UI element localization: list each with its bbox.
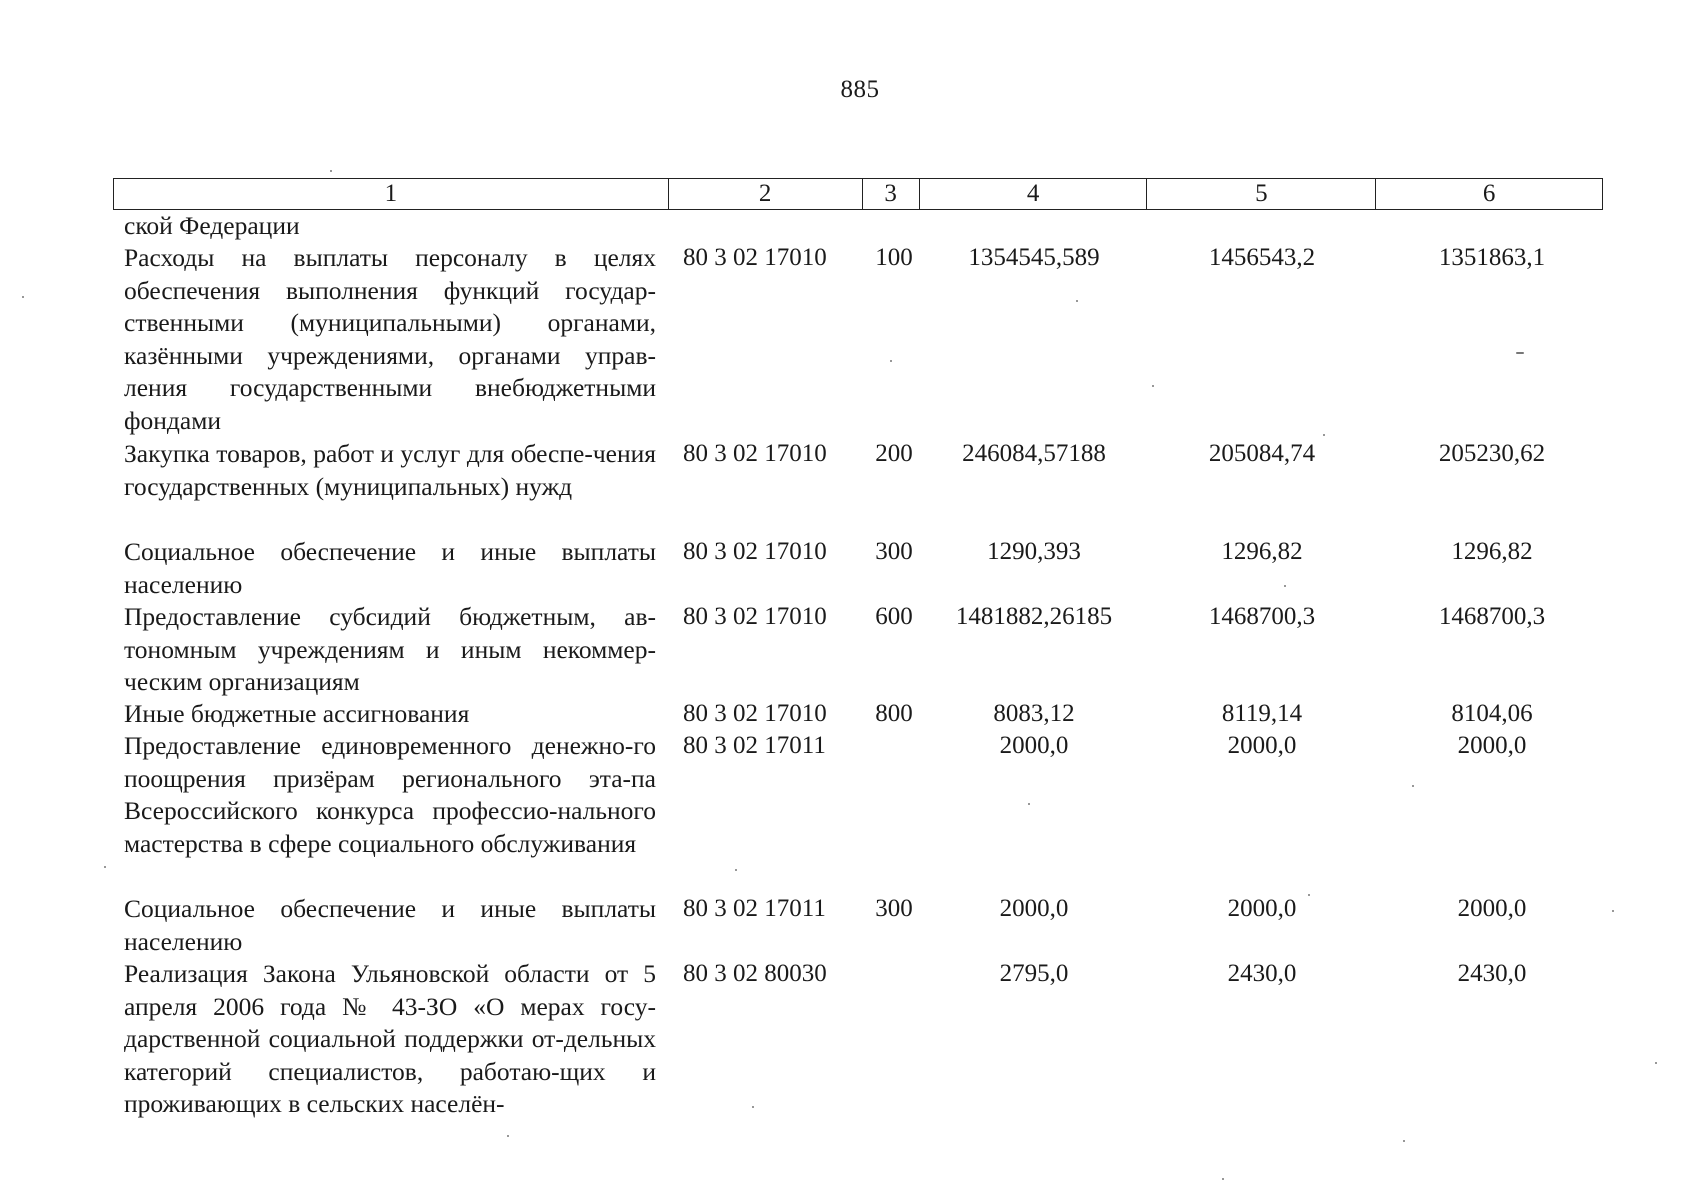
- scan-speck: [1076, 300, 1078, 302]
- column-header-4: 4: [919, 179, 1147, 210]
- column-header-row: [114, 179, 1603, 210]
- row-type: 200: [875, 440, 913, 467]
- row-description: Предоставление единовременного денежно-го поощрения призёрам регионального эта-па Всероссийского конкурса профессио-нального мастерства в сфере социального обслуживания: [124, 731, 656, 858]
- row-value-6: 205230,62: [1438, 440, 1546, 467]
- row-description: Расходы на выплаты персоналу в целях обеспечения выполнения функций государ-ственными (муниципальными) органами, казёнными учреждениями, органами управ-ления государственными внебюджетными фондами: [124, 243, 656, 435]
- row-code: 80 3 02 17010: [683, 700, 827, 727]
- row-value-5: 2000,0: [1227, 895, 1297, 922]
- row-value-6: 2000,0: [1457, 895, 1527, 922]
- row-value-6: 1296,82: [1451, 538, 1533, 565]
- row-type: 600: [875, 603, 913, 630]
- row-value-5: 8119,14: [1221, 700, 1303, 727]
- column-header-table: [113, 178, 1603, 210]
- row-value-5: 205084,74: [1208, 440, 1316, 467]
- scan-speck: [1323, 434, 1325, 436]
- column-header-5: 5: [1147, 179, 1376, 210]
- row-value-5: 1468700,3: [1208, 603, 1316, 630]
- scan-speck: [1284, 585, 1286, 587]
- row-code: 80 3 02 17010: [683, 440, 827, 467]
- scan-speck: [1152, 385, 1154, 387]
- row-value-6: 8104,06: [1451, 700, 1533, 727]
- scan-speck: [1222, 1178, 1224, 1180]
- row-value-4: 2000,0: [999, 732, 1069, 759]
- row-value-4: 8083,12: [993, 700, 1075, 727]
- column-header-1: 1: [114, 179, 669, 210]
- row-value-5: 1296,82: [1221, 538, 1303, 565]
- scan-speck: [890, 360, 892, 362]
- row-value-6: 1351863,1: [1438, 244, 1546, 271]
- column-header-6: 6: [1376, 179, 1603, 210]
- row-description: Социальное обеспечение и иные выплаты населению: [124, 894, 656, 956]
- row-code: 80 3 02 17010: [683, 244, 827, 271]
- row-type: 100: [875, 244, 913, 271]
- scan-speck: [1412, 785, 1414, 787]
- row-description: Иные бюджетные ассигнования: [124, 699, 470, 728]
- scan-speck: [1403, 1140, 1405, 1142]
- scan-speck: [1028, 803, 1030, 805]
- row-value-4: 1290,393: [987, 538, 1081, 565]
- row-value-6: 1468700,3: [1438, 603, 1546, 630]
- row-type: 300: [875, 538, 913, 565]
- row-value-5: 1456543,2: [1208, 244, 1316, 271]
- column-header-3: 3: [862, 179, 919, 210]
- row-value-5: 2000,0: [1227, 732, 1297, 759]
- row-description: Закупка товаров, работ и услуг для обеспе-чения государственных (муниципальных) нужд: [124, 439, 656, 501]
- row-value-4: 2000,0: [999, 895, 1069, 922]
- scan-speck: [735, 869, 737, 871]
- scan-speck: [104, 866, 106, 868]
- row-description: Социальное обеспечение и иные выплаты населению: [124, 537, 656, 599]
- row-code: 80 3 02 80030: [683, 960, 827, 987]
- row-code: 80 3 02 17011: [683, 732, 826, 759]
- page-number: 885: [840, 76, 880, 103]
- row-value-4: 1354545,589: [968, 244, 1100, 271]
- row-value-4: 2795,0: [999, 960, 1069, 987]
- row-value-6: 2000,0: [1457, 732, 1527, 759]
- column-header-2: 2: [668, 179, 862, 210]
- scan-speck: [752, 1106, 754, 1108]
- row-description: Предоставление субсидий бюджетным, ав-тономным учреждениям и иным некоммер-ческим организациям: [124, 602, 656, 696]
- scan-speck: [330, 170, 332, 172]
- row-code: 80 3 02 17010: [683, 603, 827, 630]
- scan-speck: [1308, 894, 1310, 896]
- row-code: 80 3 02 17010: [683, 538, 827, 565]
- row-value-4: 246084,57188: [962, 440, 1106, 467]
- row-value-4: 1481882,26185: [955, 603, 1113, 630]
- row-type: 300: [875, 895, 913, 922]
- scan-speck: [1516, 352, 1524, 354]
- row-type: 800: [875, 700, 913, 727]
- row-description: Реализация Закона Ульяновской области от 5 апреля 2006 года № 43-ЗО «О мерах госу-дарственной социальной поддержки от-дельных категорий специалистов, работаю-щих и проживающих в сельских населён-: [124, 959, 656, 1118]
- scan-speck: [507, 1135, 509, 1137]
- scan-speck: [22, 296, 24, 298]
- row-value-6: 2430,0: [1457, 960, 1527, 987]
- row-value-5: 2430,0: [1227, 960, 1297, 987]
- row-description: ской Федерации: [124, 211, 300, 240]
- scan-speck: [1655, 1062, 1657, 1064]
- row-code: 80 3 02 17011: [683, 895, 826, 922]
- scan-speck: [1612, 910, 1614, 912]
